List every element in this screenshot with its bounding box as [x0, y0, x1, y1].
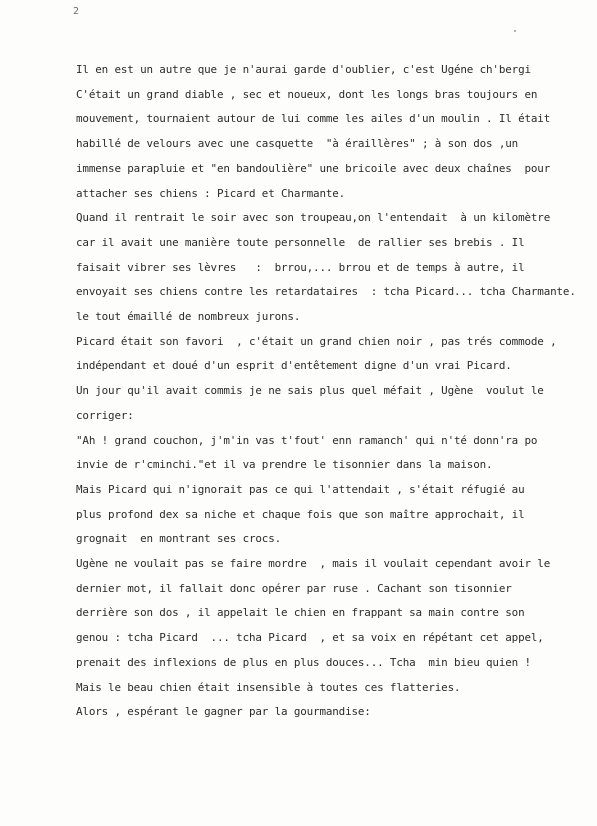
text-line: immense parapluie et "en bandoulière" une bricoile avec deux chaînes pour: [76, 161, 551, 175]
text-line: derrière son dos , il appelait le chien en frappant sa main contre son: [76, 606, 525, 620]
typed-text-body: [76, 58, 581, 725]
text-line: plus profond dex sa niche et chaque fois que son maître approchait, il: [76, 507, 525, 521]
text-line: prenait des inflexions de plus en plus douces... Tcha min bieu quien !: [76, 655, 531, 669]
text-line: car il avait une manière toute personnelle de rallier ses brebis . Il: [76, 235, 525, 249]
text-line: dernier mot, il fallait donc opérer par ruse . Cachant son tisonnier: [76, 581, 512, 595]
text-line: Un jour qu'il avait commis je ne sais plus quel méfait , Ugène voulut le: [76, 384, 544, 398]
text-line: faisait vibrer ses lèvres : brrou,... brrou et de temps à autre, il: [76, 260, 525, 274]
text-line: C'était un grand diable , sec et noueux, dont les longs bras toujours en: [76, 87, 538, 101]
page-number: 2: [73, 6, 80, 17]
text-line: envoyait ses chiens contre les retardataires : tcha Picard... tcha Charmante.: [76, 285, 576, 299]
text-line: genou : tcha Picard ... tcha Picard , et sa voix en répétant cet appel,: [76, 631, 544, 645]
text-line: indépendant et doué d'un esprit d'entêtement digne d'un vrai Picard.: [76, 359, 512, 373]
text-line: Ugène ne voulait pas se faire mordre , mais il voulait cependant avoir le: [76, 557, 551, 571]
text-line: Picard était son favori , c'était un grand chien noir , pas trés commode ,: [76, 334, 557, 348]
text-line: attacher ses chiens : Picard et Charmante.: [76, 186, 346, 200]
text-line: grognait en montrant ses crocs.: [76, 532, 282, 546]
text-line: invie de r'cminchi."et il va prendre le tisonnier dans la maison.: [76, 458, 493, 472]
text-line: Quand il rentrait le soir avec son troupeau,on l'entendait à un kilomètre: [76, 211, 551, 225]
text-line: corriger:: [76, 408, 134, 422]
text-line: Il en est un autre que je n'aurai garde d'oublier, c'est Ugéne ch'bergi: [76, 63, 531, 76]
text-line: Alors , espérant le gagner par la gourmandise:: [76, 705, 371, 719]
text-line: mouvement, tournaient autour de lui comme les ailes d'un moulin . Il était: [76, 112, 551, 126]
text-line: "Ah ! grand couchon, j'm'in vas t'fout' enn ramanch' qui n'té donn'ra po: [76, 433, 538, 447]
text-line: habillé de velours avec une casquette "à éraillères" ; à son dos ,un: [76, 137, 519, 151]
paper-speck: [514, 30, 516, 32]
text-line: Mais le beau chien était insensible à toutes ces flatteries.: [76, 680, 461, 694]
text-line: Mais Picard qui n'ignorait pas ce qui l'attendait , s'était réfugié au: [76, 482, 525, 496]
text-line: le tout émaillé de nombreux jurons.: [76, 310, 301, 324]
